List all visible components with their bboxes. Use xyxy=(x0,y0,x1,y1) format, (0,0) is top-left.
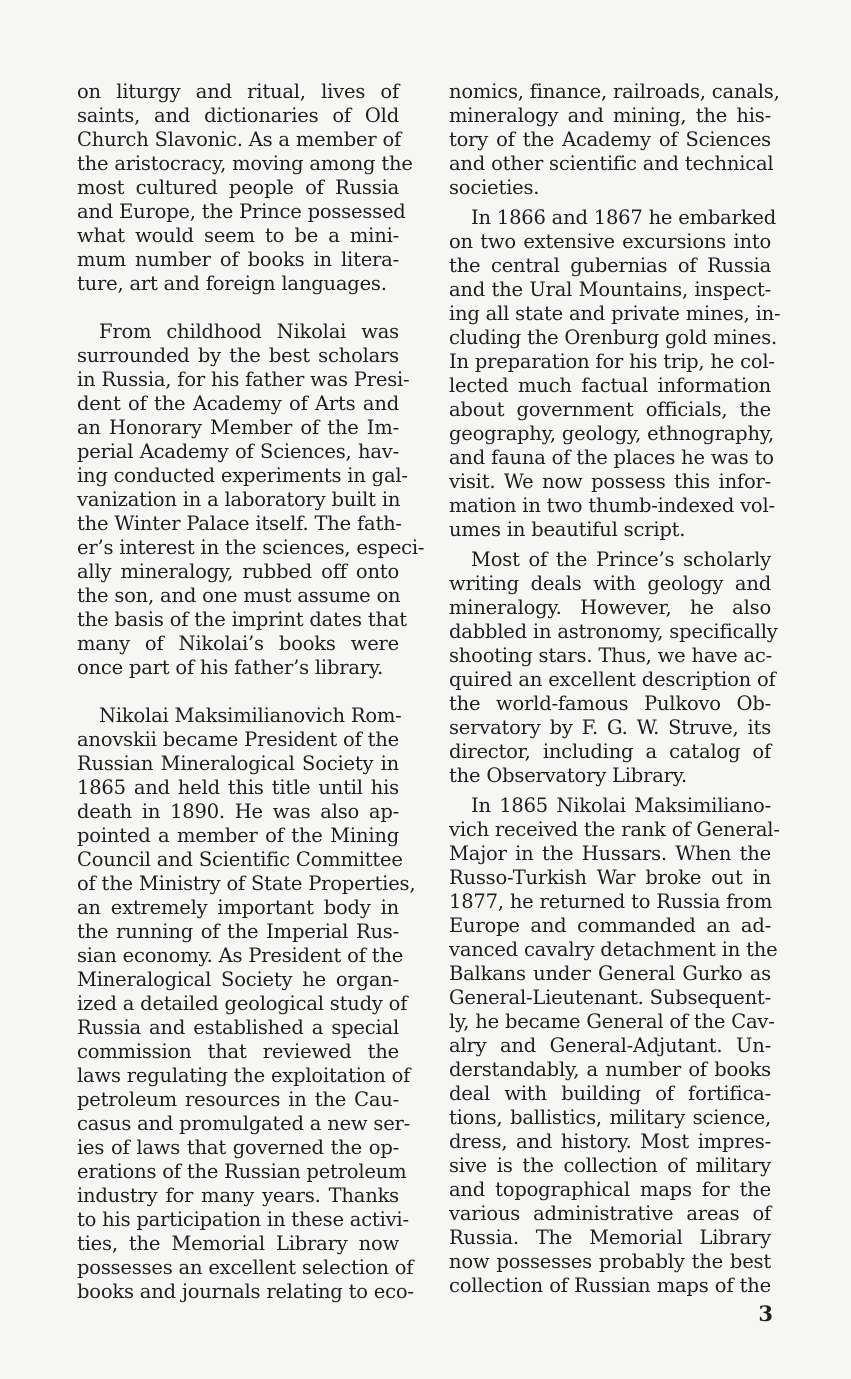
text-line: industry for many years. Thanks xyxy=(77,1184,399,1207)
text-line: vanced cavalry detachment in the xyxy=(449,938,778,961)
text-line: er’s interest in the sciences, especi- xyxy=(77,536,425,559)
text-line: laws regulating the exploitation of xyxy=(77,1064,411,1087)
text-line: erations of the Russian petroleum xyxy=(77,1160,407,1183)
text-line: ally mineralogy, rubbed off onto xyxy=(77,560,399,583)
text-line: about government officials, the xyxy=(449,398,771,421)
text-line: vanization in a laboratory built in xyxy=(77,488,401,511)
text-line: General-Lieutenant. Subsequent- xyxy=(449,986,771,1009)
paragraph xyxy=(449,80,780,200)
text-line: death in 1890. He was also ap- xyxy=(77,800,399,823)
left-column xyxy=(77,80,425,1304)
text-line: director, including a catalog of xyxy=(449,740,771,763)
text-line: quired an excellent description of xyxy=(449,668,776,691)
text-line: sian economy. As President of the xyxy=(77,944,404,967)
text-line: and Europe, the Prince possessed xyxy=(77,200,406,223)
text-line: casus and promulgated a new ser- xyxy=(77,1112,411,1135)
text-line: possesses an excellent selection of xyxy=(77,1256,414,1279)
text-line: collection of Russian maps of the xyxy=(449,1274,771,1297)
text-line: Europe and commanded an ad- xyxy=(449,914,771,937)
text-line: once part of his father’s library. xyxy=(77,656,384,679)
text-line: visit. We now possess this infor- xyxy=(449,470,771,493)
text-line: on two extensive excursions into xyxy=(449,230,771,253)
text-line: the basis of the imprint dates that xyxy=(77,608,407,631)
text-line: ized a detailed geological study of xyxy=(77,992,408,1015)
text-line: sive is the collection of military xyxy=(449,1154,771,1177)
text-line: shooting stars. Thus, we have ac- xyxy=(449,644,772,667)
text-line: an Honorary Member of the Im- xyxy=(77,416,399,439)
paragraph xyxy=(449,794,780,1298)
text-line: many of Nikolai’s books were xyxy=(77,632,399,655)
text-line: Church Slavonic. As a member of xyxy=(77,128,402,151)
text-line: and other scientific and technical xyxy=(449,152,774,175)
paragraph xyxy=(77,320,425,680)
text-line: 1865 and held this title until his xyxy=(77,776,399,799)
text-line: cluding the Orenburg gold mines. xyxy=(449,326,778,349)
text-line: mineralogy and mining, the his- xyxy=(449,104,771,127)
paragraph xyxy=(77,80,413,296)
text-line: in Russia, for his father was Presi- xyxy=(77,368,410,391)
text-line: mineralogy. However, he also xyxy=(449,596,771,619)
text-line: Russia and established a special xyxy=(77,1016,399,1039)
text-line: the Observatory Library. xyxy=(449,764,687,787)
text-line: alry and General-Adjutant. Un- xyxy=(449,1034,771,1057)
text-line: derstandably, a number of books xyxy=(449,1058,771,1081)
text-line: commission that reviewed the xyxy=(77,1040,399,1063)
text-line: the world-famous Pulkovo Ob- xyxy=(449,692,771,715)
text-line: Russian Mineralogical Society in xyxy=(77,752,399,775)
text-line: most cultured people of Russia xyxy=(77,176,399,199)
text-line: books and journals relating to eco- xyxy=(77,1280,414,1303)
text-line: saints, and dictionaries of Old xyxy=(77,104,399,127)
text-line: 1877, he returned to Russia from xyxy=(449,890,773,913)
text-line: vich received the rank of General- xyxy=(449,818,780,841)
text-line: Russo-Turkish War broke out in xyxy=(449,866,771,889)
text-line: lected much factual information xyxy=(449,374,771,397)
paragraph xyxy=(449,548,778,788)
text-line: and topographical maps for the xyxy=(449,1178,771,1201)
text-line: writing deals with geology and xyxy=(449,572,771,595)
text-line: ture, art and foreign languages. xyxy=(77,272,387,295)
text-line: perial Academy of Sciences, hav- xyxy=(77,440,399,463)
text-line: Balkans under General Gurko as xyxy=(449,962,771,985)
text-line: what would seem to be a mini- xyxy=(77,224,399,247)
text-line: the running of the Imperial Rus- xyxy=(77,920,399,943)
text-line: the aristocracy, moving among the xyxy=(77,152,413,175)
text-line: ties, the Memorial Library now xyxy=(77,1232,399,1255)
text-line: the Winter Palace itself. The fath- xyxy=(77,512,402,535)
text-line: deal with building of fortifica- xyxy=(449,1082,771,1105)
text-line: In 1865 Nikolai Maksimiliano- xyxy=(471,794,771,817)
text-line: mation in two thumb-indexed vol- xyxy=(449,494,775,517)
text-line: mum number of books in litera- xyxy=(77,248,399,271)
text-line: surrounded by the best scholars xyxy=(77,344,399,367)
text-line: nomics, finance, railroads, canals, xyxy=(449,80,780,103)
text-line: ing all state and private mines, in- xyxy=(449,302,781,325)
text-line: the central gubernias of Russia xyxy=(449,254,771,277)
text-line: now possesses probably the best xyxy=(449,1250,771,1273)
paragraph xyxy=(77,704,416,1304)
text-line: Mineralogical Society he organ- xyxy=(77,968,399,991)
right-column xyxy=(449,80,781,1298)
text-line: the son, and one must assume on xyxy=(77,584,401,607)
text-line: anovskii became President of the xyxy=(77,728,399,751)
text-line: of the Ministry of State Properties, xyxy=(77,872,416,895)
text-line: pointed a member of the Mining xyxy=(77,824,399,847)
paragraph xyxy=(449,206,781,542)
text-line: In 1866 and 1867 he embarked xyxy=(471,206,776,229)
text-line: various administrative areas of xyxy=(449,1202,771,1225)
text-line: on liturgy and ritual, lives of xyxy=(77,80,399,103)
text-line: ing conducted experiments in gal- xyxy=(77,464,408,487)
text-line: and the Ural Mountains, inspect- xyxy=(449,278,771,301)
text-line: Most of the Prince’s scholarly xyxy=(471,548,771,571)
text-line: an extremely important body in xyxy=(77,896,399,919)
text-line: tory of the Academy of Sciences xyxy=(449,128,771,151)
text-line: From childhood Nikolai was xyxy=(99,320,399,343)
text-line: umes in beautiful script. xyxy=(449,518,686,541)
text-line: Nikolai Maksimilianovich Rom- xyxy=(99,704,402,727)
page-number: 3 xyxy=(758,1301,773,1326)
text-line: ies of laws that governed the op- xyxy=(77,1136,399,1159)
text-line: In preparation for his trip, he col- xyxy=(449,350,775,373)
text-line: societies. xyxy=(449,176,540,199)
text-line: to his participation in these activi- xyxy=(77,1208,409,1231)
text-line: geography, geology, ethnography, xyxy=(449,422,775,445)
text-line: ly, he became General of the Cav- xyxy=(449,1010,775,1033)
text-line: and fauna of the places he was to xyxy=(449,446,774,469)
text-line: Major in the Hussars. When the xyxy=(449,842,771,865)
text-line: Council and Scientific Committee xyxy=(77,848,403,871)
text-line: dress, and history. Most impres- xyxy=(449,1130,771,1153)
text-line: tions, ballistics, military science, xyxy=(449,1106,771,1129)
text-line: Russia. The Memorial Library xyxy=(449,1226,771,1249)
text-line: dabbled in astronomy, specifically xyxy=(449,620,778,643)
text-line: petroleum resources in the Cau- xyxy=(77,1088,399,1111)
text-line: dent of the Academy of Arts and xyxy=(77,392,399,415)
text-line: servatory by F. G. W. Struve, its xyxy=(449,716,771,739)
